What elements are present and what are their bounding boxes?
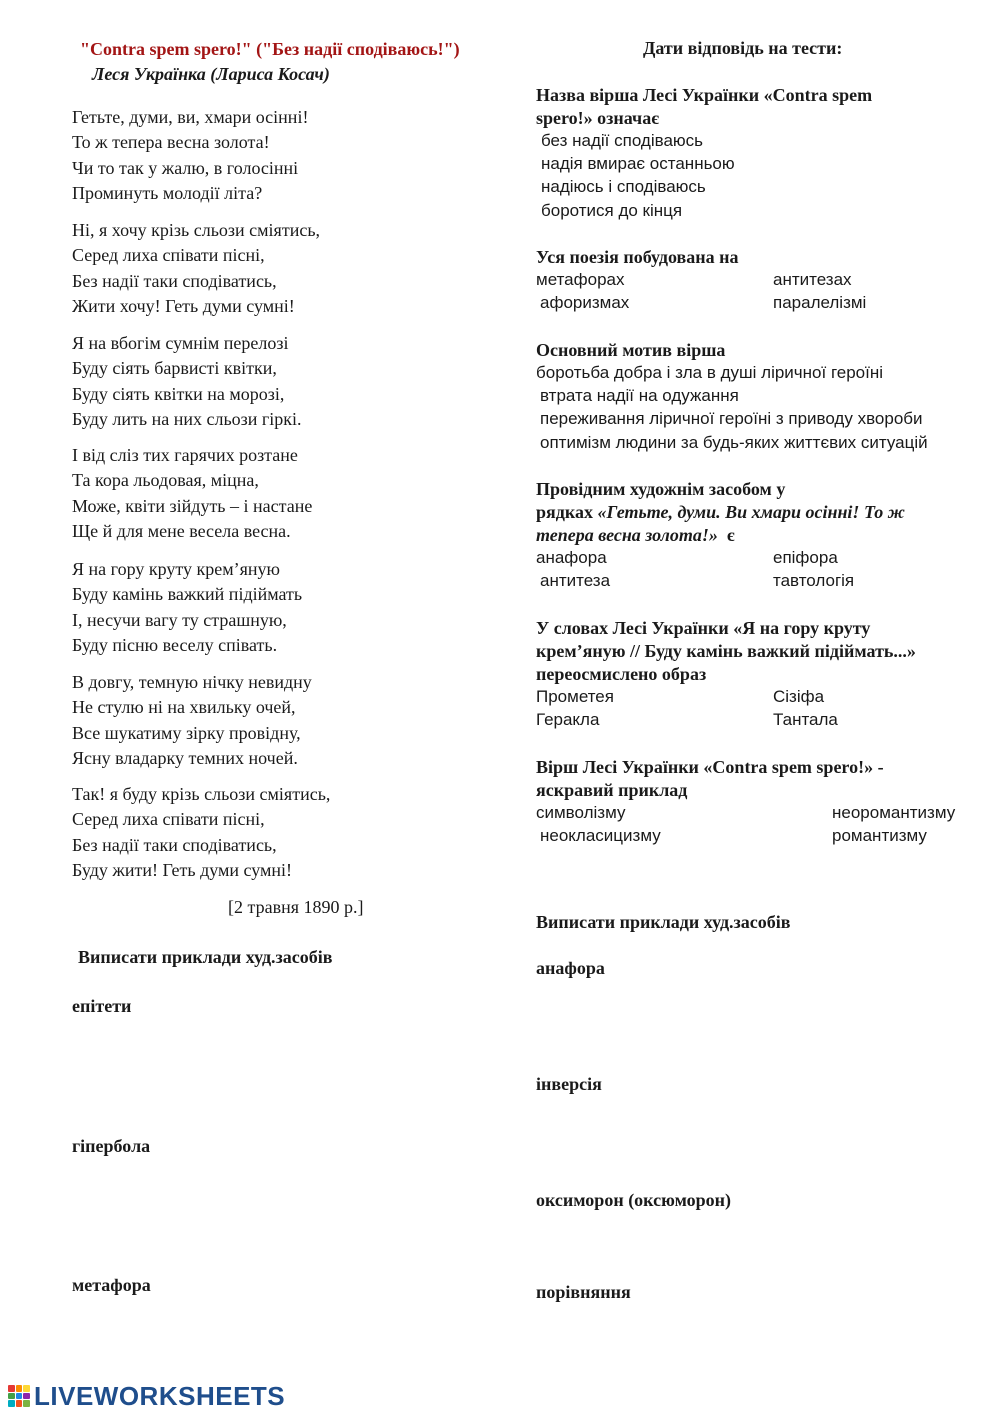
poem-line: Буду сіять квітки на морозі, [72, 383, 285, 404]
poem-line: Жити хочу! Геть думи сумні! [72, 295, 295, 316]
answer-option[interactable]: символізму [536, 803, 626, 822]
poem-line: В довгу, темную нічку невидну [72, 672, 312, 692]
question-text: рядках [536, 502, 598, 522]
stanza-5 [72, 557, 302, 658]
logo-square [16, 1393, 23, 1400]
poem-line: Так! я буду крізь сльози сміятись, [72, 784, 331, 804]
question-text: У словах Лесі Українки «Я на гору круту [536, 618, 871, 638]
answer-option[interactable]: без надії сподіваюсь [541, 131, 704, 150]
logo-square [8, 1393, 15, 1400]
logo-square [8, 1385, 15, 1392]
tests-heading: Дати відповідь на тести: [643, 38, 843, 58]
poem-line: Буду лить на них сльози гіркі. [72, 408, 302, 429]
logo-grid-icon [8, 1385, 30, 1407]
question-1 [536, 84, 872, 130]
device-label-oxymoron: оксиморон (оксюморон) [536, 1190, 732, 1210]
logo-square [16, 1385, 23, 1392]
answer-option[interactable]: переживання ліричної героїні з приводу хвороби [540, 409, 923, 429]
device-label-anaphora: анафора [536, 958, 605, 978]
right-task-heading: Виписати приклади худ.засобів [536, 912, 791, 932]
left-task-heading: Виписати приклади худ.засобів [78, 947, 333, 967]
logo-square [8, 1400, 15, 1407]
answer-option[interactable]: Геракла [536, 710, 600, 729]
answer-option[interactable]: паралелізмі [773, 293, 867, 312]
poem-author: Леся Українка (Лариса Косач) [92, 64, 330, 84]
liveworksheets-logo[interactable] [8, 1382, 285, 1410]
answer-option[interactable]: оптимізм людини за будь-яких життєвих ситуацій [540, 432, 928, 452]
answer-option[interactable]: афоризмах [540, 293, 630, 312]
poem-line: Я на вбогім сумнім перелозі [72, 333, 289, 353]
poem-line: Все шукатиму зірку провідну, [72, 722, 301, 743]
poem-title: "Contra spem spero!" ("Без надії сподіваюсь!") [80, 39, 460, 59]
poem-line: Ще й для мене весела весна. [72, 520, 291, 541]
question-6 [536, 756, 884, 802]
question-text: яскравий приклад [536, 780, 688, 800]
logo-square [23, 1385, 30, 1392]
question-5 [536, 617, 916, 686]
question-text-line [536, 501, 905, 524]
poem-line: Чи то так у жалю, в голосінні [72, 157, 299, 178]
question-text: Назва вірша Лесі Українки «Contra spem [536, 85, 873, 105]
answer-option[interactable]: втрата надії на одужання [540, 386, 739, 406]
answer-option[interactable]: неокласицизму [540, 826, 661, 845]
poem-line: Гетьте, думи, ви, хмари осінні! [72, 107, 309, 127]
poem-line: Може, квіти зійдуть – і настане [72, 495, 313, 516]
device-label-inversion: інверсія [536, 1074, 602, 1094]
answer-option[interactable]: Прометея [536, 687, 614, 706]
poem-line: Серед лиха співати пісні, [72, 809, 265, 830]
quote-text: тепера весна золота!» [536, 525, 718, 545]
poem-line: То ж тепера весна золота! [72, 132, 270, 153]
device-label-metaphor: метафора [72, 1275, 151, 1295]
logo-square [16, 1400, 23, 1407]
answer-option[interactable]: романтизму [832, 826, 927, 845]
answer-option[interactable]: антитезах [773, 270, 852, 289]
poem-line: Буду сіять барвисті квітки, [72, 358, 277, 379]
poem-line: Та кора льодовая, міцна, [72, 470, 259, 491]
q1-options [541, 129, 735, 222]
question-text: крем’яную // Буду камінь важкий підіймать...» [536, 641, 916, 661]
answer-option[interactable]: метафорах [536, 270, 625, 289]
poem-line: Я на гору круту крем’яную [72, 559, 280, 579]
answer-option[interactable]: анафора [536, 548, 607, 567]
logo-text: LIVEWORKSHEETS [34, 1380, 286, 1411]
question-text: Вірш Лесі Українки «Contra spem spero!» - [536, 757, 884, 777]
poem-line: Буду жити! Геть думи сумні! [72, 859, 293, 880]
stanza-4 [72, 443, 312, 544]
device-label-comparison: порівняння [536, 1282, 631, 1302]
answer-option[interactable]: надіюсь і сподіваюсь [541, 177, 706, 197]
poem-line: Ні, я хочу крізь сльози сміятись, [72, 220, 321, 240]
question-text-line [536, 524, 905, 547]
question-text: Провідним художнім засобом у [536, 479, 786, 499]
question-2: Уся поезія побудована на [536, 247, 739, 267]
device-label-epithets: епітети [72, 996, 132, 1016]
answer-option[interactable]: боротися до кінця [541, 200, 683, 220]
question-text: переосмислено образ [536, 664, 707, 684]
answer-option[interactable]: Сізіфа [773, 687, 825, 706]
answer-option[interactable]: антитеза [540, 571, 611, 590]
stanza-2 [72, 218, 320, 319]
answer-option[interactable]: надія вмирає останньою [541, 154, 735, 174]
poem-line: Без надії таки сподіватись, [72, 270, 277, 291]
stanza-1 [72, 105, 308, 206]
device-label-hyperbole: гіпербола [72, 1136, 151, 1156]
poem-line: І від сліз тих гарячих розтане [72, 445, 298, 465]
question-text: spero!» означає [536, 108, 659, 128]
poem-line: Серед лиха співати пісні, [72, 245, 265, 266]
stanza-7 [72, 782, 330, 883]
answer-option[interactable]: тавтологія [773, 571, 855, 590]
stanza-3 [72, 331, 302, 432]
q3-options [536, 361, 928, 454]
answer-option[interactable]: епіфора [773, 548, 838, 567]
answer-option[interactable]: неоромантизму [832, 803, 956, 822]
poem-line: Проминуть молодії літа? [72, 182, 263, 203]
question-4 [536, 478, 905, 547]
logo-square [23, 1400, 30, 1407]
poem-line: Не стулю ні на хвильку очей, [72, 697, 296, 718]
poem-date: [2 травня 1890 р.] [228, 897, 364, 917]
poem-line: Без надії таки сподіватись, [72, 834, 277, 855]
question-text: є [717, 525, 735, 545]
answer-option[interactable]: боротьба добра і зла в душі ліричної героїні [536, 363, 884, 382]
answer-option[interactable]: Тантала [773, 710, 838, 729]
poem-line: Буду пісню веселу співать. [72, 634, 278, 655]
stanza-6 [72, 670, 312, 771]
poem-line: Буду камінь важкий підіймать [72, 584, 303, 605]
logo-square [23, 1393, 30, 1400]
question-3: Основний мотив вірша [536, 340, 726, 360]
poem-line: Ясну владарку темних ночей. [72, 747, 298, 768]
poem-line: І, несучи вагу ту страшную, [72, 609, 287, 630]
quote-text: «Гетьте, думи. Ви хмари осінні! То ж [597, 502, 905, 522]
